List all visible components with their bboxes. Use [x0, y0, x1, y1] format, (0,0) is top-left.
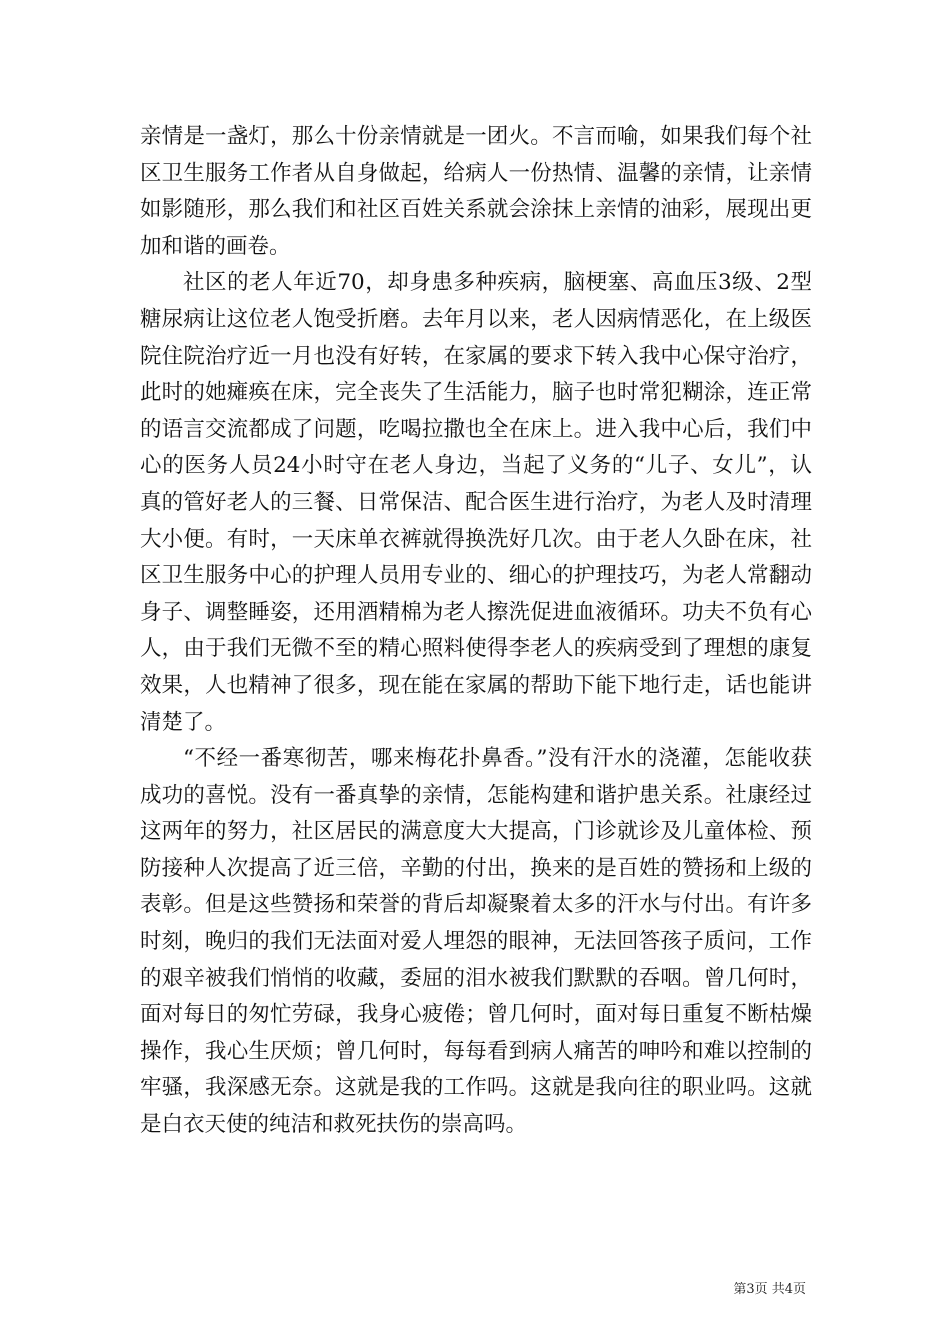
paragraph-2: 社区的老人年近70，却身患多种疾病，脑梗塞、高血压3级、2型糖尿病让这位老人饱受折磨。去年月以来，老人因病情恶化，在上级医院住院治疗近一月也没有好转，在家属的要求下转入我中心保守治疗，此时的她瘫痪在床，完全丧失了生活能力，脑子也时常犯糊涂，连正常的语言交流都成了问题，吃喝拉撒也全在床上。进入我中心后，我们中心的医务人员24小时守在老人身边，当起了义务的“儿子、女儿”，认真的管好老人的三餐、日常保洁、配合医生进行治疗，为老人及时清理大小便。有时，一天床单衣裤就得换洗好几次。由于老人久卧在床，社区卫生服务中心的护理人员用专业的、细心的护理技巧，为老人常翻动身子、调整睡姿，还用酒精棉为老人擦洗促进血液循环。功夫不负有心人，由于我们无微不至的精心照料使得李老人的疾病受到了理想的康复效果，人也精神了很多，现在能在家属的帮助下能下地行走，话也能讲清楚了。 — [140, 270, 812, 735]
paragraph-1: 亲情是一盏灯，那么十份亲情就是一团火。不言而喻，如果我们每个社区卫生服务工作者从自身做起，给病人一份热情、温馨的亲情，让亲情如影随形，那么我们和社区百姓关系就会涂抹上亲情的油彩，展现出更加和谐的画卷。 — [140, 124, 812, 259]
paragraph-3: “不经一番寒彻苦，哪来梅花扑鼻香。”没有汗水的浇灌，怎能收获成功的喜悦。没有一番真挚的亲情，怎能构建和谐护患关系。社康经过这两年的努力，社区居民的满意度大大提高，门诊就诊及儿童体检、预防接种人次提高了近三倍，辛勤的付出，换来的是百姓的赞扬和上级的表彰。但是这些赞扬和荣誉的背后却凝聚着太多的汗水与付出。有许多时刻，晚归的我们无法面对爱人埋怨的眼神，无法回答孩子质问，工作的艰辛被我们悄悄的收藏，委屈的泪水被我们默默的吞咽。曾几何时，面对每日的匆忙劳碌，我身心疲倦；曾几何时，面对每日重复不断枯燥操作，我心生厌烦；曾几何时，每每看到病人痛苦的呻吟和难以控制的牢骚，我深感无奈。这就是我的工作吗。这就是我向往的职业吗。这就是白衣天使的纯洁和救死扶伤的崇高吗。 — [140, 746, 812, 1138]
page-number-footer: 第3页 共4页 — [733, 1282, 806, 1297]
body-text — [140, 119, 812, 1144]
